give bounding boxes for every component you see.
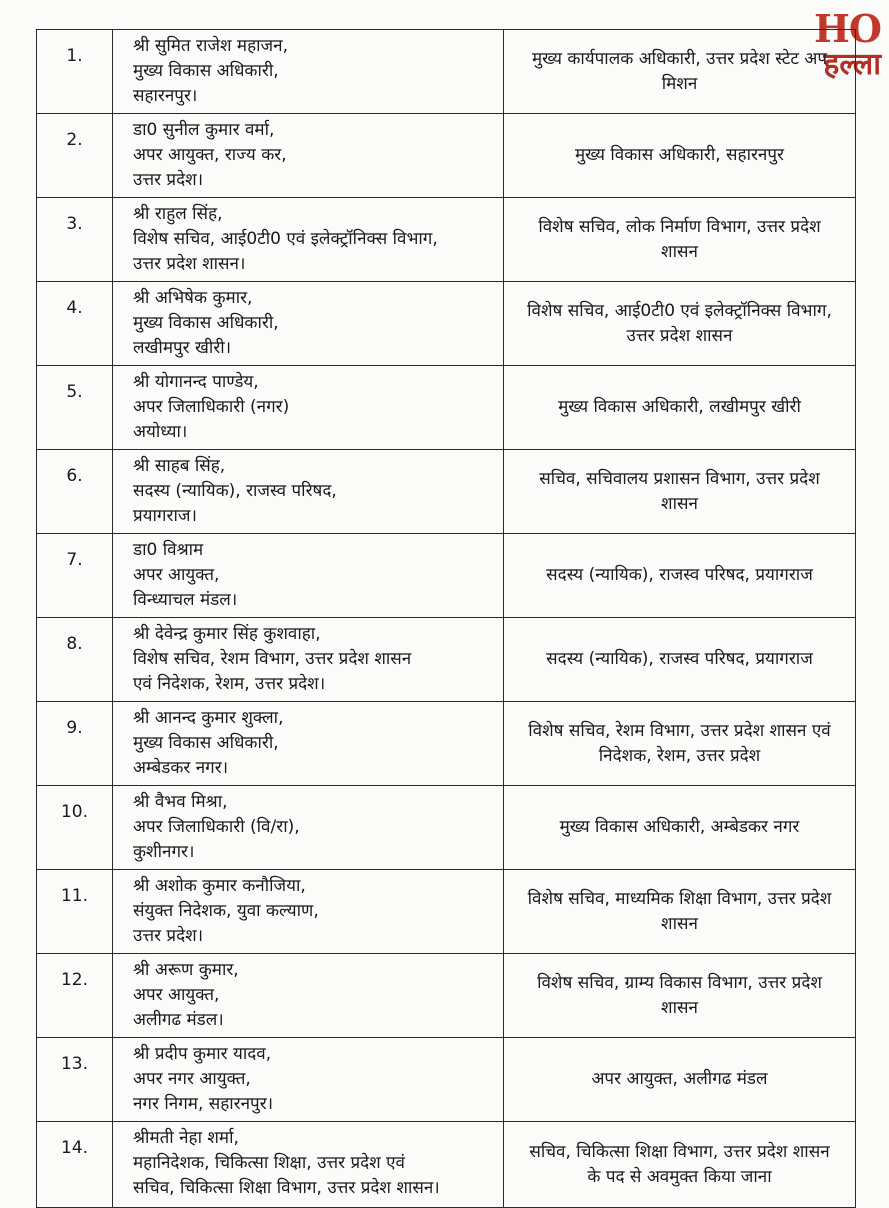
officer-detail-line: प्रयागराज। (133, 506, 197, 526)
officer-detail-line: श्री साहब सिंह, (133, 456, 226, 476)
new-posting (504, 366, 856, 450)
new-posting (504, 450, 856, 534)
officer-detail-line: मुख्य विकास अधिकारी, (133, 733, 279, 753)
officer-detail-line: विशेष सचिव, रेशम विभाग, उत्तर प्रदेश शासन (133, 649, 412, 669)
officer-detail-line: अपर नगर आयुक्त, (133, 1069, 251, 1089)
new-posting-line: मुख्य विकास अधिकारी, अम्बेडकर नगर (559, 817, 800, 837)
transfer-table-body (37, 30, 856, 1208)
serial-number: 12. (37, 954, 113, 1038)
officer-detail-line: अयोध्या। (133, 422, 188, 442)
officer-current-posting (113, 282, 504, 366)
new-posting (504, 870, 856, 954)
new-posting (504, 30, 856, 114)
new-posting-line: के पद से अवमुक्त किया जाना (587, 1166, 772, 1187)
officer-detail-line: अलीगढ मंडल। (133, 1010, 224, 1030)
serial-number: 13. (37, 1038, 113, 1122)
officer-detail-line: उत्तर प्रदेश शासन। (133, 254, 246, 274)
officer-detail-line: डा0 विश्राम (133, 540, 204, 560)
new-posting-line: सदस्य (न्यायिक), राजस्व परिषद, प्रयागराज (546, 565, 813, 585)
officer-detail-line: श्री प्रदीप कुमार यादव, (133, 1044, 272, 1064)
officer-detail-line: सचिव, चिकित्सा शिक्षा विभाग, उत्तर प्रदेश शासन। (133, 1178, 440, 1198)
officer-detail-line: अपर आयुक्त, राज्य कर, (133, 145, 287, 165)
table-row (37, 366, 856, 450)
new-posting-line: सचिव, चिकित्सा शिक्षा विभाग, उत्तर प्रदेश शासन (529, 1141, 830, 1162)
officer-detail-line: उत्तर प्रदेश। (133, 926, 204, 946)
officer-detail-line: अपर जिलाधिकारी (नगर) (133, 397, 290, 417)
new-posting-line: विशेष सचिव, लोक निर्माण विभाग, उत्तर प्रदेश (538, 216, 821, 237)
new-posting-line: शासन (661, 493, 698, 514)
new-posting (504, 198, 856, 282)
new-posting-line: शासन (661, 241, 698, 262)
officer-detail-line: श्री आनन्द कुमार शुक्ला, (133, 708, 284, 728)
officer-current-posting (113, 702, 504, 786)
table-row (37, 282, 856, 366)
new-posting (504, 282, 856, 366)
new-posting-line: शासन (661, 997, 698, 1018)
new-posting (504, 1122, 856, 1208)
new-posting-line: सचिव, सचिवालय प्रशासन विभाग, उत्तर प्रदेश (539, 468, 820, 489)
officer-detail-line: श्री अभिषेक कुमार, (133, 288, 253, 308)
table-row (37, 534, 856, 618)
officer-detail-line: अम्बेडकर नगर। (133, 758, 229, 778)
officer-detail-line: एवं निदेशक, रेशम, उत्तर प्रदेश। (133, 674, 326, 694)
new-posting-line: मुख्य कार्यपालक अधिकारी, उत्तर प्रदेश स्टेट अप (531, 48, 828, 69)
table-row (37, 1122, 856, 1208)
table-row (37, 870, 856, 954)
officer-current-posting (113, 870, 504, 954)
new-posting-line: विशेष सचिव, रेशम विभाग, उत्तर प्रदेश शासन एवं (528, 720, 831, 741)
table-row (37, 114, 856, 198)
new-posting-line: अपर आयुक्त, अलीगढ मंडल (591, 1069, 768, 1089)
officer-current-posting (113, 618, 504, 702)
officer-current-posting (113, 30, 504, 114)
table-row (37, 1038, 856, 1122)
serial-number: 5. (37, 366, 113, 450)
new-posting-line: मुख्य विकास अधिकारी, सहारनपुर (575, 145, 784, 165)
officer-current-posting (113, 198, 504, 282)
officer-detail-line: श्रीमती नेहा शर्मा, (133, 1128, 239, 1148)
officer-detail-line: नगर निगम, सहारनपुर। (133, 1094, 274, 1114)
new-posting-line: मुख्य विकास अधिकारी, लखीमपुर खीरी (558, 397, 801, 417)
watermark-logo-bottom: हल्ला (823, 47, 881, 82)
officer-detail-line: मुख्य विकास अधिकारी, (133, 61, 279, 81)
officer-detail-line: श्री योगानन्द पाण्डेय, (133, 372, 259, 392)
officer-detail-line: विशेष सचिव, आई0टी0 एवं इलेक्ट्रॉनिक्स विभाग, (133, 229, 438, 249)
officer-current-posting (113, 954, 504, 1038)
officer-detail-line: श्री अरूण कुमार, (133, 960, 239, 980)
officer-detail-line: श्री देवेन्द्र कुमार सिंह कुशवाहा, (133, 624, 321, 644)
officer-detail-line: सहारनपुर। (133, 86, 198, 106)
officer-detail-line: महानिदेशक, चिकित्सा शिक्षा, उत्तर प्रदेश एवं (133, 1153, 406, 1173)
table-row (37, 618, 856, 702)
officer-detail-line: मुख्य विकास अधिकारी, (133, 313, 279, 333)
officer-detail-line: संयुक्त निदेशक, युवा कल्याण, (133, 901, 319, 921)
new-posting-line: सदस्य (न्यायिक), राजस्व परिषद, प्रयागराज (546, 649, 813, 669)
table-row (37, 954, 856, 1038)
serial-number: 14. (37, 1122, 113, 1208)
new-posting (504, 1038, 856, 1122)
new-posting (504, 114, 856, 198)
officer-detail-line: डा0 सुनील कुमार वर्मा, (133, 120, 275, 140)
new-posting-line: विशेष सचिव, आई0टी0 एवं इलेक्ट्रॉनिक्स विभाग, (527, 300, 832, 321)
officer-detail-line: उत्तर प्रदेश। (133, 170, 204, 190)
serial-number: 8. (37, 618, 113, 702)
serial-number: 10. (37, 786, 113, 870)
new-posting (504, 702, 856, 786)
officer-detail-line: अपर आयुक्त, (133, 985, 220, 1005)
new-posting-line: उत्तर प्रदेश शासन (626, 325, 733, 346)
transfer-table (36, 29, 856, 1208)
officer-current-posting (113, 1122, 504, 1208)
officer-detail-line: श्री राहुल सिंह, (133, 204, 223, 224)
new-posting (504, 954, 856, 1038)
officer-detail-line: विन्ध्याचल मंडल। (133, 590, 238, 610)
serial-number: 6. (37, 450, 113, 534)
table-row (37, 786, 856, 870)
officer-detail-line: श्री वैभव मिश्रा, (133, 792, 228, 812)
serial-number: 3. (37, 198, 113, 282)
watermark-logo-top: HO (813, 6, 881, 51)
serial-number: 7. (37, 534, 113, 618)
new-posting (504, 534, 856, 618)
officer-detail-line: श्री सुमित राजेश महाजन, (133, 36, 288, 56)
new-posting (504, 618, 856, 702)
serial-number: 9. (37, 702, 113, 786)
table-row (37, 702, 856, 786)
officer-current-posting (113, 450, 504, 534)
officer-detail-line: कुशीनगर। (133, 842, 195, 862)
officer-current-posting (113, 366, 504, 450)
officer-current-posting (113, 1038, 504, 1122)
officer-current-posting (113, 786, 504, 870)
officer-detail-line: श्री अशोक कुमार कनौजिया, (133, 876, 306, 896)
officer-detail-line: लखीमपुर खीरी। (133, 338, 232, 358)
serial-number: 1. (37, 30, 113, 114)
table-row (37, 450, 856, 534)
new-posting-line: शासन (661, 913, 698, 934)
officer-detail-line: सदस्य (न्यायिक), राजस्व परिषद, (133, 481, 337, 501)
new-posting-line: निदेशक, रेशम, उत्तर प्रदेश (598, 745, 761, 766)
officer-detail-line: अपर जिलाधिकारी (वि/रा), (133, 817, 300, 837)
serial-number: 11. (37, 870, 113, 954)
officer-current-posting (113, 534, 504, 618)
table-row (37, 30, 856, 114)
new-posting-line: मिशन (661, 73, 698, 94)
new-posting (504, 786, 856, 870)
serial-number: 2. (37, 114, 113, 198)
new-posting-line: विशेष सचिव, ग्राम्य विकास विभाग, उत्तर प्रदेश (537, 972, 822, 993)
officer-current-posting (113, 114, 504, 198)
officer-detail-line: अपर आयुक्त, (133, 565, 220, 585)
table-row (37, 198, 856, 282)
new-posting-line: विशेष सचिव, माध्यमिक शिक्षा विभाग, उत्तर प्रदेश (527, 888, 832, 909)
serial-number: 4. (37, 282, 113, 366)
